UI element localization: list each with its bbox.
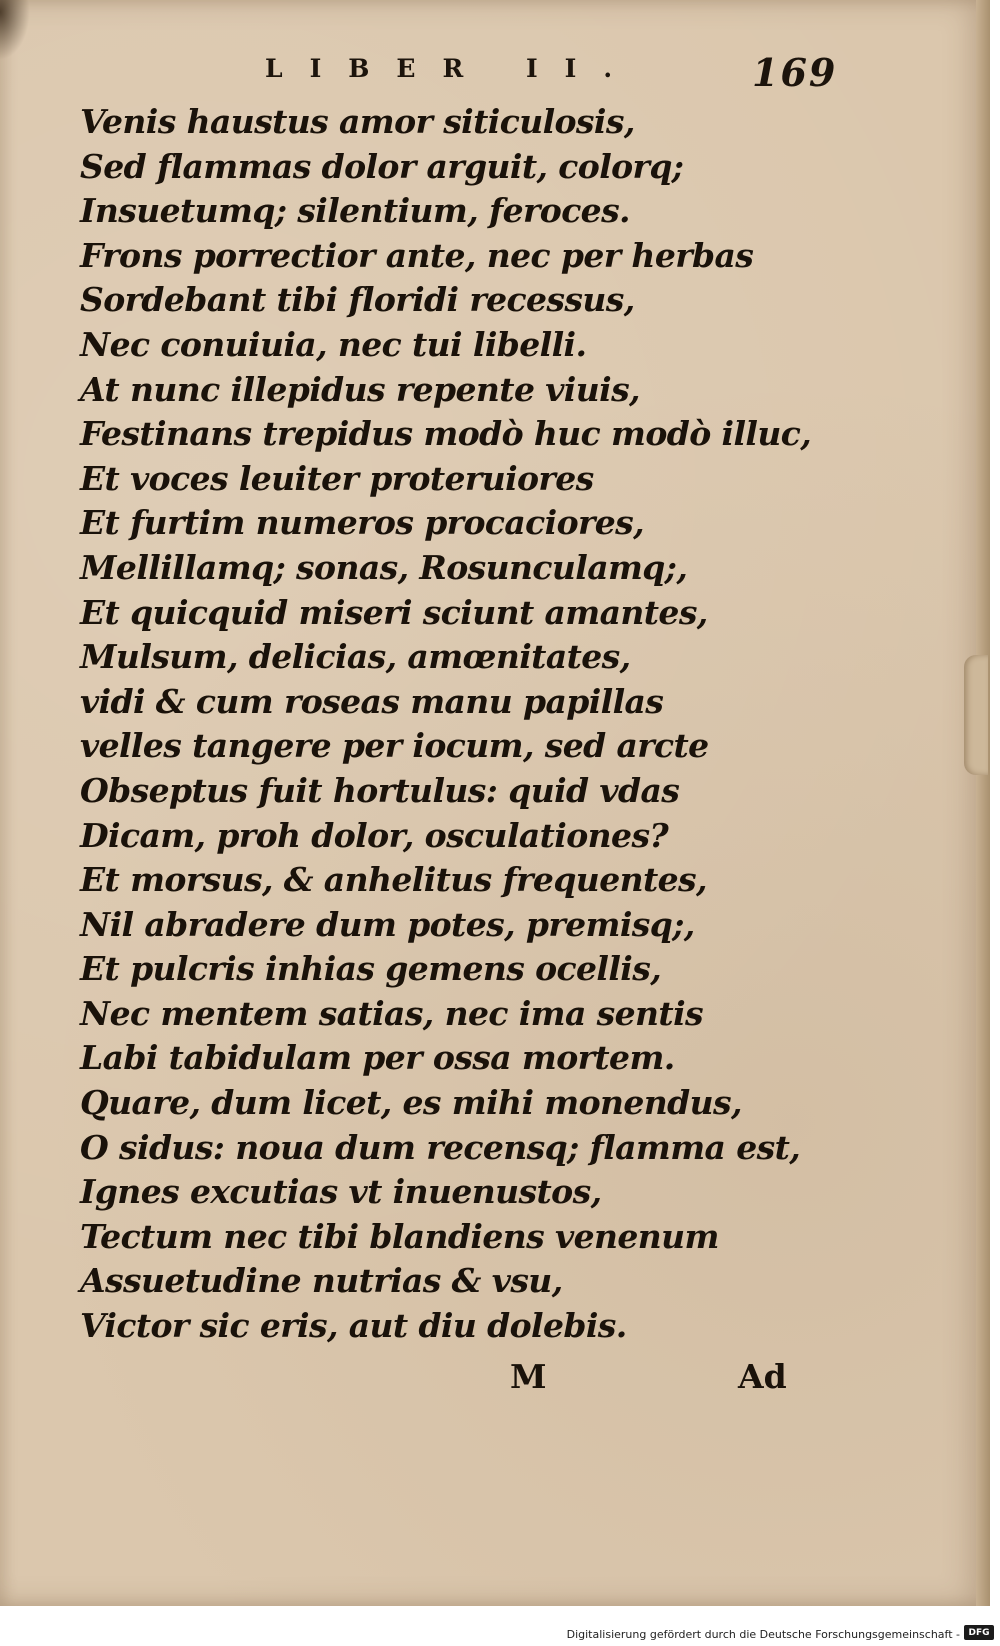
verse-line: Et voces leuiter proteruiores [80, 458, 594, 498]
poem-text [80, 100, 812, 1349]
verse-line: Tectum nec tibi blandiens venenum [80, 1216, 719, 1256]
verse-line: At nunc illepidus repente viuis, [80, 369, 640, 409]
verse-line: Mellillamq; sonas, Rosunculamq;, [80, 547, 688, 587]
verse-line: Obseptus fuit hortulus: quid vdas [80, 770, 680, 810]
verse-line: Nil abradere dum potes, premisq;, [80, 904, 695, 944]
verse-line: Mulsum, delicias, amœnitates, [80, 637, 631, 677]
verse-line: Et furtim numeros procaciores, [80, 503, 645, 543]
verse-line: Assuetudine nutrias & vsu, [80, 1261, 563, 1301]
verse-line: Dicam, proh dolor, osculationes? [80, 815, 669, 855]
scan-footer [0, 1606, 1000, 1646]
verse-line: Et quicquid miseri sciunt amantes, [80, 592, 708, 632]
verse-line: Quare, dum licet, es mihi monendus, [80, 1083, 742, 1123]
verse-line: Et pulcris inhias gemens ocellis, [80, 949, 662, 989]
verse-line: vidi & cum roseas manu papillas [80, 681, 664, 721]
digitization-credit: Digitalisierung gefördert durch die Deutsche Forschungsgemeinschaft - [566, 1628, 960, 1641]
verse-line: Et morsus, & anhelitus frequentes, [80, 860, 707, 900]
dfg-logo: DFG [964, 1625, 994, 1640]
verse-line: Labi tabidulam per ossa mortem. [80, 1038, 675, 1078]
verse-line: Nec conuiuia, nec tui libelli. [80, 324, 587, 364]
running-head: LIBER II. [265, 54, 640, 83]
verse-line: Venis haustus amor siticulosis, [80, 102, 635, 141]
verse-line: Ignes excutias vt inuenustos, [80, 1172, 602, 1212]
verse-line: Insuetumq; silentium, feroces. [80, 191, 630, 231]
page-header [0, 52, 990, 102]
signature-mark: M [510, 1357, 547, 1396]
verse-line: O sidus: noua dum recensq; flamma est, [80, 1127, 801, 1167]
page-side-tab [964, 655, 988, 775]
verse-line: velles tangere per iocum, sed arcte [80, 726, 709, 766]
page-number: 169 [752, 50, 838, 95]
verse-line: Sordebant tibi floridi recessus, [80, 280, 635, 320]
verse-line: Nec mentem satias, nec ima sentis [80, 993, 703, 1033]
page-corner-shadow [0, 0, 30, 60]
verse-line: Festinans trepidus modò huc modò illuc, [80, 414, 812, 454]
verse-line: Frons porrectior ante, nec per herbas [80, 235, 754, 275]
page-edge [976, 0, 990, 1606]
verse-line: Victor sic eris, aut diu dolebis. [80, 1306, 627, 1346]
catchword: Ad [738, 1357, 787, 1396]
verse-line: Sed flammas dolor arguit, colorq; [80, 146, 684, 186]
